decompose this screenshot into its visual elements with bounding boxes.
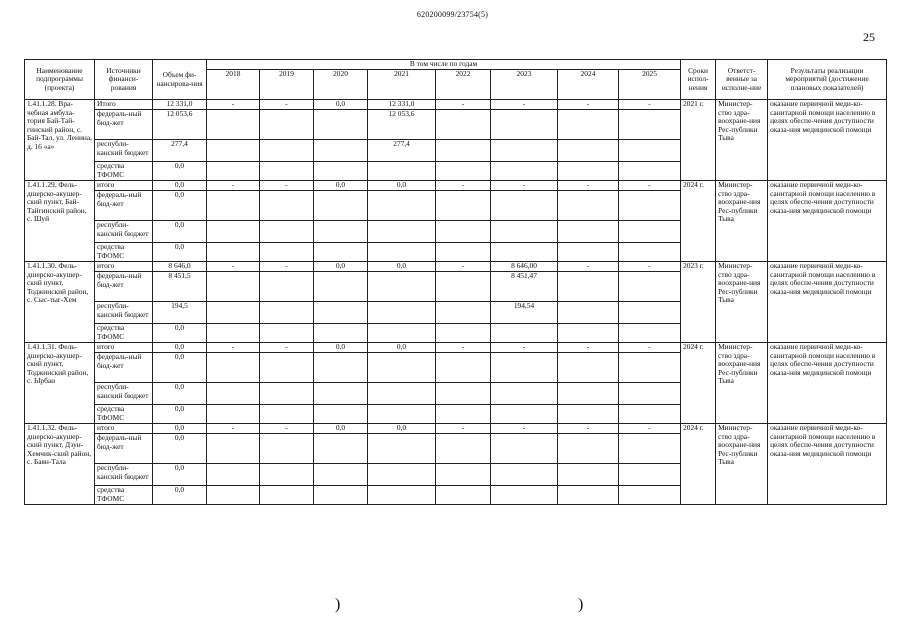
year-value	[314, 191, 368, 221]
year-value	[314, 221, 368, 243]
year-value	[558, 221, 619, 243]
year-value: 0,0	[314, 343, 368, 353]
header-year: 2022	[436, 70, 491, 100]
funding-source: республи-канский бюджет	[95, 383, 153, 405]
subprogram-name: 1.41.1.29. Фель-дшерско-акушер-ский пункт, Бай-Тайгинский район, с. Шуй	[25, 181, 95, 262]
header-year: 2024	[558, 70, 619, 100]
year-value	[436, 383, 491, 405]
year-value	[260, 434, 314, 464]
funding-table	[24, 59, 887, 505]
year-value	[619, 464, 681, 486]
year-value	[368, 383, 436, 405]
responsible: Министер-ство здра-воохране-ния Рес-публики Тыва	[716, 424, 768, 505]
deadline: 2024 г.	[681, 181, 716, 262]
year-value	[491, 324, 558, 343]
year-value: -	[491, 100, 558, 110]
year-value: -	[491, 343, 558, 353]
result: оказание первичной меди-ко-санитарной помощи населению в целях обеспе-чения доступности оказа-ния медицинской помощи	[768, 262, 887, 343]
table-row	[25, 343, 887, 353]
year-value	[260, 272, 314, 302]
year-value	[260, 302, 314, 324]
year-value	[260, 324, 314, 343]
year-value	[207, 140, 260, 162]
funding-volume: 0,0	[153, 343, 207, 353]
year-value	[368, 324, 436, 343]
year-value	[260, 486, 314, 505]
funding-volume: 0,0	[153, 464, 207, 486]
year-value	[368, 221, 436, 243]
year-value: -	[436, 343, 491, 353]
year-value	[491, 110, 558, 140]
year-value	[619, 302, 681, 324]
year-value	[619, 221, 681, 243]
funding-volume: 0,0	[153, 191, 207, 221]
funding-source: федераль-ный бюд-жет	[95, 353, 153, 383]
year-value: 194,54	[491, 302, 558, 324]
year-value	[491, 434, 558, 464]
year-value: -	[558, 343, 619, 353]
subprogram-name: 1.41.1.30. Фель-дшерско-акушер-ский пункт, Тоджинский район, с. Сыс-тыг-Хем	[25, 262, 95, 343]
year-value: -	[260, 181, 314, 191]
year-value: -	[619, 181, 681, 191]
funding-source: итого	[95, 343, 153, 353]
year-value: -	[619, 262, 681, 272]
funding-volume: 0,0	[153, 221, 207, 243]
year-value: 8 451,47	[491, 272, 558, 302]
year-value	[558, 272, 619, 302]
funding-source: федераль-ный бюд-жет	[95, 191, 153, 221]
year-value	[207, 191, 260, 221]
year-value	[207, 221, 260, 243]
funding-volume: 0,0	[153, 405, 207, 424]
year-value: 0,0	[368, 181, 436, 191]
year-value	[436, 272, 491, 302]
document-id: 620200099/23754(5)	[416, 10, 489, 19]
funding-source: средства ТФОМС	[95, 162, 153, 181]
year-value	[260, 162, 314, 181]
year-value	[619, 272, 681, 302]
year-value	[314, 405, 368, 424]
year-value	[491, 405, 558, 424]
footer-mark: )	[335, 596, 341, 613]
funding-source: средства ТФОМС	[95, 324, 153, 343]
funding-volume: 0,0	[153, 353, 207, 383]
year-value	[436, 140, 491, 162]
year-value	[314, 243, 368, 262]
year-value: -	[619, 343, 681, 353]
funding-volume: 8 451,5	[153, 272, 207, 302]
year-value	[314, 464, 368, 486]
year-value: -	[491, 181, 558, 191]
year-value	[260, 110, 314, 140]
year-value	[491, 486, 558, 505]
subprogram-name: 1.41.1.31. Фель-дшерско-акушер-ский пункт, Тоджинский район, с. Ырбан	[25, 343, 95, 424]
year-value: 0,0	[314, 424, 368, 434]
year-value	[558, 464, 619, 486]
year-value	[491, 383, 558, 405]
header-year: 2023	[491, 70, 558, 100]
year-value	[619, 353, 681, 383]
header-name: Наименование подпрограммы (проекта)	[25, 60, 95, 100]
year-value	[314, 353, 368, 383]
year-value: -	[260, 424, 314, 434]
year-value	[207, 434, 260, 464]
year-value	[207, 486, 260, 505]
year-value	[619, 162, 681, 181]
year-value: 12 053,6	[368, 110, 436, 140]
funding-volume: 0,0	[153, 162, 207, 181]
header-volume: Объем фи-нансирова-ния	[153, 60, 207, 100]
year-value	[368, 191, 436, 221]
year-value	[436, 191, 491, 221]
year-value: -	[207, 424, 260, 434]
year-value	[436, 243, 491, 262]
year-value	[436, 324, 491, 343]
header-year: 2021	[368, 70, 436, 100]
year-value	[207, 110, 260, 140]
year-value: 0,0	[368, 343, 436, 353]
year-value	[491, 140, 558, 162]
funding-source: федераль-ный бюд-жет	[95, 434, 153, 464]
result: оказание первичной меди-ко-санитарной помощи населению в целях обеспе-чения доступности оказа-ния медицинской помощи	[768, 181, 887, 262]
year-value	[558, 324, 619, 343]
year-value	[314, 302, 368, 324]
deadline: 2024 г.	[681, 424, 716, 505]
year-value: 0,0	[368, 424, 436, 434]
year-value	[558, 191, 619, 221]
year-value: 277,4	[368, 140, 436, 162]
funding-source: средства ТФОМС	[95, 405, 153, 424]
year-value	[314, 383, 368, 405]
year-value: 12 331,0	[368, 100, 436, 110]
funding-source: Итого	[95, 100, 153, 110]
year-value: -	[619, 424, 681, 434]
funding-volume: 194,5	[153, 302, 207, 324]
responsible: Министер-ство здра-воохране-ния Рес-публики Тыва	[716, 343, 768, 424]
funding-source: республи-канский бюджет	[95, 302, 153, 324]
funding-source: федераль-ный бюд-жет	[95, 272, 153, 302]
funding-volume: 0,0	[153, 424, 207, 434]
header-responsible: Ответст-венные за исполне-ние	[716, 60, 768, 100]
funding-volume: 0,0	[153, 486, 207, 505]
funding-source: итого	[95, 181, 153, 191]
year-value	[314, 486, 368, 505]
year-value	[207, 405, 260, 424]
funding-source: итого	[95, 424, 153, 434]
deadline: 2023 г.	[681, 262, 716, 343]
year-value	[491, 191, 558, 221]
year-value	[314, 434, 368, 464]
header-by-years: В том числе по годам	[207, 60, 681, 70]
year-value	[491, 464, 558, 486]
funding-volume: 12 331,0	[153, 100, 207, 110]
year-value	[368, 353, 436, 383]
year-value	[314, 272, 368, 302]
year-value	[260, 221, 314, 243]
subprogram-name: 1.41.1.28. Вра-чебная амбула-тория Бай-Тай-гинский район, с. Бай-Тал, ул. Ленина, д. 16 «а»	[25, 100, 95, 181]
year-value	[260, 243, 314, 262]
year-value: -	[260, 262, 314, 272]
year-value	[314, 324, 368, 343]
year-value: -	[558, 424, 619, 434]
year-value	[260, 140, 314, 162]
year-value	[368, 162, 436, 181]
year-value	[368, 302, 436, 324]
result: оказание первичной меди-ко-санитарной помощи населению в целях обеспе-чения доступности оказа-ния медицинской помощи	[768, 424, 887, 505]
page-number: 25	[863, 30, 875, 44]
year-value	[436, 464, 491, 486]
header-year: 2020	[314, 70, 368, 100]
year-value: -	[558, 181, 619, 191]
year-value: 0,0	[314, 262, 368, 272]
year-value: -	[436, 262, 491, 272]
funding-source: средства ТФОМС	[95, 486, 153, 505]
year-value: 0,0	[314, 181, 368, 191]
year-value	[207, 353, 260, 383]
year-value	[207, 243, 260, 262]
year-value	[619, 140, 681, 162]
year-value	[368, 405, 436, 424]
year-value	[207, 383, 260, 405]
year-value	[491, 243, 558, 262]
header-year: 2019	[260, 70, 314, 100]
year-value: -	[260, 100, 314, 110]
year-value	[558, 434, 619, 464]
header-sources: Источники финанси-рования	[95, 60, 153, 100]
year-value	[207, 162, 260, 181]
year-value	[558, 383, 619, 405]
year-value: -	[436, 100, 491, 110]
year-value	[436, 486, 491, 505]
year-value	[314, 110, 368, 140]
year-value	[491, 221, 558, 243]
result: оказание первичной меди-ко-санитарной помощи населению в целях обеспе-чения доступности оказа-ния медицинской помощи	[768, 343, 887, 424]
footer-marks	[0, 596, 905, 616]
year-value	[260, 405, 314, 424]
year-value	[436, 162, 491, 181]
year-value	[314, 162, 368, 181]
year-value	[260, 353, 314, 383]
table-row	[25, 424, 887, 434]
year-value	[436, 405, 491, 424]
funding-volume: 12 053,6	[153, 110, 207, 140]
funding-source: итого	[95, 262, 153, 272]
year-value: -	[558, 100, 619, 110]
year-value	[207, 464, 260, 486]
funding-volume: 0,0	[153, 434, 207, 464]
funding-volume: 0,0	[153, 324, 207, 343]
year-value: -	[491, 424, 558, 434]
year-value	[368, 486, 436, 505]
responsible: Министер-ство здра-воохране-ния Рес-публики Тыва	[716, 262, 768, 343]
year-value	[619, 324, 681, 343]
year-value: -	[207, 262, 260, 272]
deadline: 2024 г.	[681, 343, 716, 424]
year-value	[368, 464, 436, 486]
header-results: Результаты реализации мероприятий (достижение плановых показателей)	[768, 60, 887, 100]
funding-source: средства ТФОМС	[95, 243, 153, 262]
year-value	[619, 191, 681, 221]
header-year: 2018	[207, 70, 260, 100]
year-value	[619, 486, 681, 505]
year-value	[436, 221, 491, 243]
year-value	[207, 272, 260, 302]
funding-volume: 0,0	[153, 243, 207, 262]
year-value: -	[436, 181, 491, 191]
year-value	[558, 486, 619, 505]
year-value	[368, 243, 436, 262]
table-row	[25, 100, 887, 110]
year-value	[436, 302, 491, 324]
year-value	[558, 405, 619, 424]
funding-source: республи-канский бюджет	[95, 221, 153, 243]
year-value: -	[207, 181, 260, 191]
table-row	[25, 262, 887, 272]
year-value	[619, 110, 681, 140]
funding-volume: 0,0	[153, 383, 207, 405]
subprogram-name: 1.41.1.32. Фель-дшерско-акушер-ский пункт, Дзун-Хемчик-ский район, с. Баян-Тала	[25, 424, 95, 505]
funding-source: республи-канский бюджет	[95, 140, 153, 162]
funding-source: федераль-ный бюд-жет	[95, 110, 153, 140]
year-value	[207, 302, 260, 324]
table-row	[25, 181, 887, 191]
year-value	[619, 434, 681, 464]
funding-volume: 8 646,0	[153, 262, 207, 272]
year-value: -	[207, 100, 260, 110]
result: оказание первичной меди-ко-санитарной помощи населению в целях обеспе-чения доступности оказа-ния медицинской помощи	[768, 100, 887, 181]
funding-volume: 277,4	[153, 140, 207, 162]
header-year: 2025	[619, 70, 681, 100]
year-value	[436, 110, 491, 140]
responsible: Министер-ство здра-воохране-ния Рес-публики Тыва	[716, 181, 768, 262]
funding-source: республи-канский бюджет	[95, 464, 153, 486]
header-deadline: Сроки испол-нения	[681, 60, 716, 100]
year-value: -	[260, 343, 314, 353]
year-value	[207, 324, 260, 343]
year-value	[491, 162, 558, 181]
year-value	[436, 434, 491, 464]
year-value: 0,0	[314, 100, 368, 110]
year-value	[491, 353, 558, 383]
year-value	[558, 140, 619, 162]
year-value	[558, 162, 619, 181]
footer-mark: )	[578, 596, 584, 613]
year-value	[619, 383, 681, 405]
year-value: -	[207, 343, 260, 353]
year-value	[558, 353, 619, 383]
year-value	[619, 243, 681, 262]
year-value: 8 646,00	[491, 262, 558, 272]
year-value	[619, 405, 681, 424]
year-value	[260, 191, 314, 221]
year-value	[368, 434, 436, 464]
year-value: -	[558, 262, 619, 272]
year-value	[558, 110, 619, 140]
funding-volume: 0,0	[153, 181, 207, 191]
year-value: -	[436, 424, 491, 434]
year-value	[558, 302, 619, 324]
year-value: 0,0	[368, 262, 436, 272]
year-value	[314, 140, 368, 162]
deadline: 2021 г.	[681, 100, 716, 181]
year-value	[436, 353, 491, 383]
responsible: Министер-ство здра-воохране-ния Рес-публики Тыва	[716, 100, 768, 181]
year-value: -	[619, 100, 681, 110]
year-value	[260, 464, 314, 486]
year-value	[558, 243, 619, 262]
year-value	[260, 383, 314, 405]
year-value	[368, 272, 436, 302]
